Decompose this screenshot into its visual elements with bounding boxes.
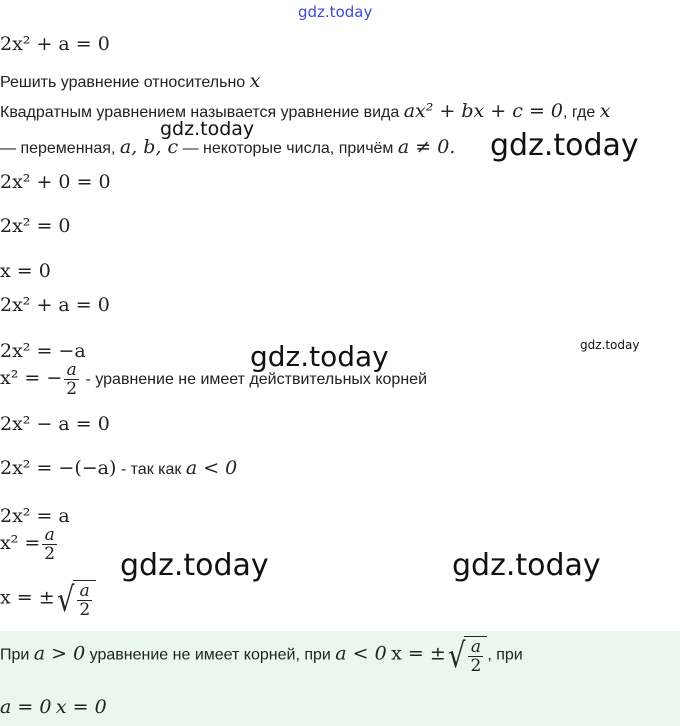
radical-sign: √: [447, 635, 466, 676]
step: 2x² = −(−a): [0, 457, 117, 479]
definition-line-2: [0, 136, 455, 158]
variable: x: [599, 100, 611, 122]
step-fraction-line: [0, 362, 427, 398]
step-fraction-line: [0, 527, 59, 563]
watermark: gdz.today: [250, 340, 389, 373]
answer-text: уравнение не имеет корней, при: [89, 646, 331, 664]
watermark: gdz.today: [490, 128, 639, 163]
answer-line-1: [0, 636, 523, 675]
root-lhs: x = ±: [0, 586, 55, 609]
condition: a = 0: [0, 696, 52, 718]
condition: a < 0: [335, 642, 387, 665]
task-equation: 2x² + a = 0: [0, 33, 110, 55]
answer-text: , при: [487, 646, 523, 664]
fraction-lhs: x² =: [0, 532, 41, 555]
fraction-numerator: a: [79, 581, 90, 601]
fraction-denominator: 2: [44, 544, 56, 564]
step: 2x² − a = 0: [0, 413, 110, 435]
condition: a ≠ 0.: [397, 136, 456, 158]
task-instruction-line: [0, 70, 260, 92]
condition: a > 0: [33, 642, 86, 665]
fraction-numerator: a: [44, 525, 55, 545]
watermark: gdz.today: [120, 548, 269, 583]
root-line: [0, 580, 96, 619]
fraction-denominator: 2: [66, 379, 78, 399]
fraction: [42, 527, 57, 563]
step: 2x² + a = 0: [0, 294, 110, 316]
answer-text: При: [0, 646, 30, 664]
watermark: gdz.today: [160, 118, 255, 140]
coefficients: a, b, c: [119, 136, 179, 158]
watermark: gdz.today: [580, 338, 640, 352]
definition-text: Квадратным уравнением называется уравнение вида: [0, 104, 400, 121]
definition-line-1: [0, 100, 610, 122]
definition-text: — переменная,: [0, 140, 116, 157]
step: 2x² = a: [0, 505, 70, 527]
step: 2x² = −a: [0, 340, 86, 362]
watermark: gdz.today: [298, 3, 373, 21]
note-text: - так как: [120, 461, 182, 478]
instruction-text: Решить уравнение относительно: [0, 74, 246, 91]
answer-root-lhs: x = ±: [391, 642, 446, 665]
fraction-numerator: a: [470, 637, 481, 657]
step: 2x² = 0: [0, 215, 71, 237]
square-root: [55, 580, 97, 619]
square-root: [446, 636, 488, 675]
step: x = 0: [0, 260, 51, 282]
fraction-lhs: x² = −: [0, 367, 63, 390]
fraction: [64, 362, 79, 398]
step: 2x² + 0 = 0: [0, 171, 111, 193]
radical-sign: √: [56, 579, 75, 620]
note-text: - уравнение не имеет действительных корней: [85, 371, 427, 389]
answer-line-2: [0, 696, 107, 718]
fraction-denominator: 2: [79, 600, 91, 620]
answer-result: x = 0: [55, 696, 107, 718]
definition-text: — некоторые числа, причём: [182, 140, 394, 157]
condition: a < 0: [185, 457, 238, 479]
fraction-denominator: 2: [470, 656, 482, 676]
fraction-numerator: a: [66, 360, 77, 380]
definition-text: , где: [563, 104, 596, 121]
quadratic-formula: ax² + bx + c = 0: [403, 100, 563, 122]
step-line: [0, 457, 237, 479]
watermark: gdz.today: [452, 548, 601, 583]
variable: x: [249, 70, 261, 92]
